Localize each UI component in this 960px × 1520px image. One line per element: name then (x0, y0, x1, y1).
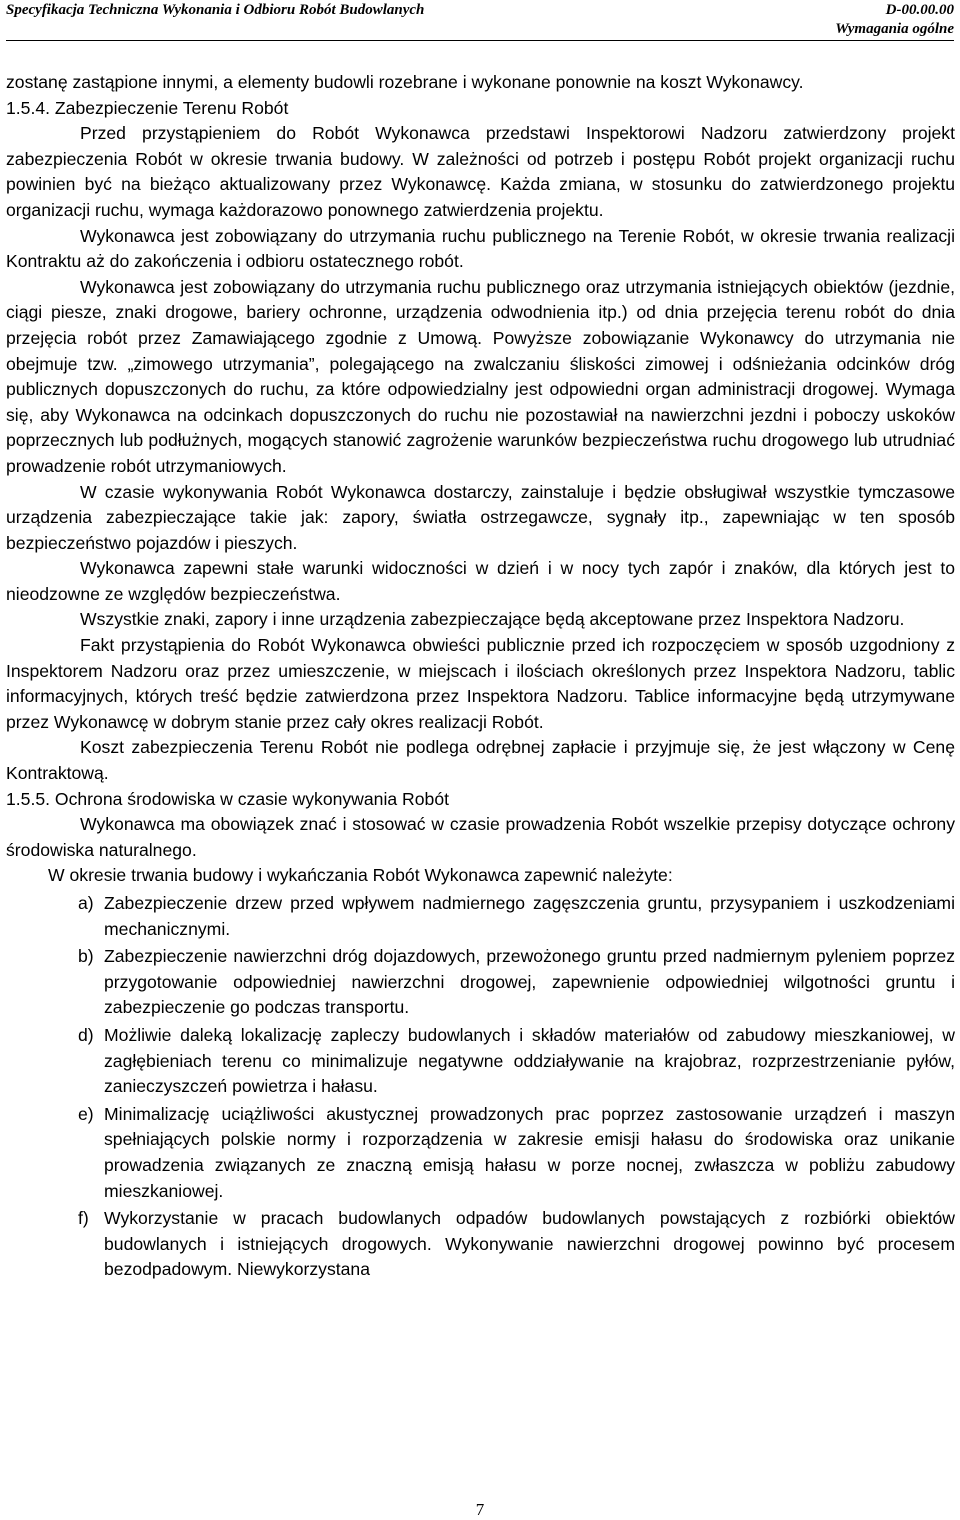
paragraph: Wykonawca zapewni stałe warunki widoczności w dzień i w nocy tych zapór i znaków, dla których jest to nieodzowne ze względów bezpieczeństwa. (6, 558, 955, 604)
paragraph: Wykonawca jest zobowiązany do utrzymania ruchu publicznego na Terenie Robót, w okresie trwania realizacji Kontraktu aż do zakończenia i odbioru ostatecznego robót. (6, 225, 955, 272)
list-marker: d) (78, 1024, 94, 1045)
list-marker: a) (78, 893, 94, 913)
paragraph: Przed przystąpieniem do Robót Wykonawca przedstawi Inspektorowi Nadzoru zatwierdzony projekt zabezpieczenia Robót w okresie trwania budowy. W zależności od potrzeb i postępu Robót projekt organizacji ruchu powinien być na bieżąco aktualizowany przez Wykonawcę. Każda zmiana, w stosunku do zatwierdzonego projektu organizacji ruchu, wymaga każdorazowo ponownego zatwierdzenia projektu. (6, 123, 955, 220)
page-number: 7 (475, 1500, 485, 1519)
paragraph: Koszt zabezpieczenia Terenu Robót nie podlega odrębnej zapłacie i przyjmuje się, że jest włączony w Cenę Kontraktową. (6, 737, 955, 784)
paragraph: W czasie wykonywania Robót Wykonawca dostarczy, zainstaluje i będzie obsługiwał wszystkie tymczasowe urządzenia zabezpieczające takie jak: zapory, światła ostrzegawcze, sygnały itp., zapewniając w ten sposób bezpieczeństwo pojazdów i pieszych. (6, 481, 955, 553)
list-item-text: Wykorzystanie w pracach budowlanych odpadów budowlanych powstających z rozbiórki obiektów budowlanych i istniejących drogowych. Wykonywanie nawierzchni drogowej powinno być procesem bezodpadowym. Niewykorzystana (104, 1208, 955, 1280)
section-title: Wymagania ogólne (835, 21, 954, 37)
list-marker: f) (78, 1208, 89, 1229)
list-item (6, 944, 955, 1021)
list-item-text: Możliwie daleką lokalizację zapleczy budowlanych i składów materiałów od zabudowy mieszkaniowej, w zagłębieniach terenu co minimalizuje negatywne oddziaływanie na krajobraz, rozprzestrzenianie pyłów, zanieczyszczeń powietrza i hałasu. (104, 1024, 955, 1097)
page-header (6, 0, 954, 41)
paragraph: Wykonawca ma obowiązek znać i stosować w czasie prowadzenia Robót wszelkie przepisy dotyczące ochrony środowiska naturalnego. (6, 814, 955, 860)
paragraph: W okresie trwania budowy i wykańczania Robót Wykonawca zapewnić należyte: (48, 865, 673, 886)
section-heading: 1.5.5. Ochrona środowiska w czasie wykonywania Robót (6, 788, 449, 809)
list-item-text: Minimalizację uciążliwości akustycznej prowadzonych prac poprzez zastosowanie urządzeń i maszyn spełniających polskie normy i rozporządzenia w zakresie emisji hałasu do środowiska oraz unikanie prowadzenia związanych ze znaczną emisją hałasu w porze nocnej, zwłaszcza w pobliżu zabudowy mieszkaniowej. (104, 1103, 955, 1201)
document-title: Specyfikacja Techniczna Wykonania i Odbioru Robót Budowlanych (6, 2, 425, 18)
list-marker: e) (78, 1103, 94, 1124)
list-item (6, 1023, 955, 1100)
paragraph: Wszystkie znaki, zapory i inne urządzenia zabezpieczające będą akceptowane przez Inspektora Nadzoru. (80, 609, 905, 630)
list-item-text: Zabezpieczenie drzew przed wpływem nadmiernego zagęszczenia gruntu, przysypaniem i uszkodzeniami mechanicznymi. (104, 893, 955, 939)
list-marker: b) (78, 946, 94, 967)
list-item-text: Zabezpieczenie nawierzchni dróg dojazdowych, przewożonego gruntu przed nadmiernym pyleniem poprzez przygotowanie odpowiedniej nawierzchni drogowej, zapewnienie odpowiedniej wilgotności gruntu i zabezpieczenie go podczas transportu. (104, 946, 955, 1018)
list-item (6, 1102, 955, 1204)
list-item (6, 891, 955, 942)
paragraph: zostanę zastąpione innymi, a elementy budowli rozebrane i wykonane ponownie na koszt Wykonawcy. (6, 72, 804, 92)
paragraph: Fakt przystąpienia do Robót Wykonawca obwieści publicznie przed ich rozpoczęciem w sposób uzgodniony z Inspektorem Nadzoru oraz przez umieszczenie, w miejscach i ilościach określonych przez Inspektora Nadzoru, tablic informacyjnych, których treść będzie zatwierdzona przez Inspektora Nadzoru. Tablice informacyjne będą utrzymywane przez Wykonawcę w dobrym stanie przez cały okres realizacji Robót. (6, 635, 955, 732)
document-code: D-00.00.00 (885, 2, 954, 18)
section-heading: 1.5.4. Zabezpieczenie Terenu Robót (6, 97, 289, 118)
paragraph: Wykonawca jest zobowiązany do utrzymania ruchu publicznego oraz utrzymania istniejących obiektów (jezdnie, ciągi piesze, znaki drogowe, bariery ochronne, urządzenia odwodnienia itp.) od dnia przejęcia terenu robót do dnia przejęcia robót przez Zamawiającego zgodnie z Umową. Powyższe zobowiązanie Wykonawcy do utrzymania nie obejmuje tzw. „zimowego utrzymania”, polegającego na zwalczaniu śliskości zimowej i odśnieżania odcinków dróg publicznych dopuszczonych do ruchu, za które odpowiedzialny jest odpowiedni organ administracji drogowej. Wymaga się, aby Wykonawca na odcinkach dopuszczonych do ruchu nie pozostawiał na nawierzchni jezdni i poboczy uskoków poprzecznych lub podłużnych, mogących stanowić zagrożenie warunków bezpieczeństwa ruchu drogowego lub utrudniać prowadzenie robót utrzymaniowych. (6, 276, 955, 476)
requirements-list (6, 891, 955, 1283)
list-item (6, 1206, 955, 1283)
document-body (6, 70, 955, 1285)
